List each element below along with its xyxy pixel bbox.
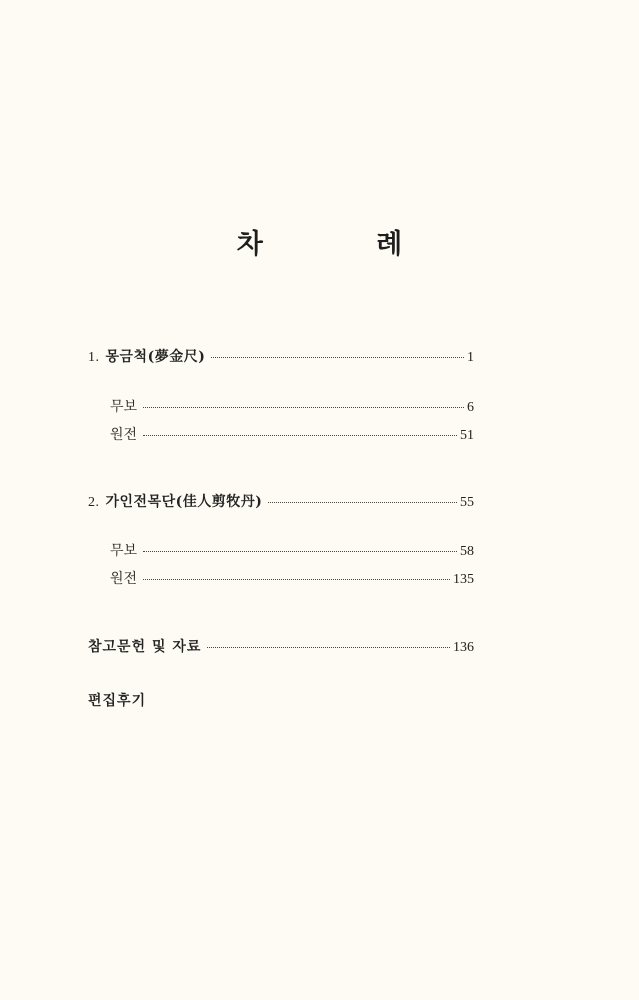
page-number: 58 (460, 544, 474, 559)
chapter-number: 1. (88, 350, 100, 365)
toc-entry-chapter-1-item-1 (110, 396, 474, 416)
toc-entry-label: 무보 (110, 399, 138, 415)
page-title: 차 례 (236, 229, 455, 260)
page-number: 51 (460, 428, 474, 443)
page-number: 6 (467, 400, 474, 415)
dot-leader (143, 407, 464, 408)
dot-leader (207, 647, 450, 648)
toc-entry-label (88, 491, 262, 511)
dot-leader (143, 435, 457, 436)
dot-leader (143, 551, 457, 552)
page-number: 136 (453, 640, 474, 655)
page-number: 135 (453, 572, 474, 587)
toc-entry-label: 원전 (110, 571, 138, 587)
toc-entry-chapter-2-item-1 (110, 540, 474, 560)
toc-entry-chapter-2 (88, 491, 474, 511)
page-number: 1 (467, 350, 474, 365)
dot-leader (143, 579, 450, 580)
chapter-number: 2. (88, 495, 100, 510)
toc-entry-label: 참고문헌 및 자료 (88, 639, 202, 655)
toc-entry-chapter-1-item-2 (110, 424, 474, 444)
chapter-title: 몽금척(夢金尺) (105, 349, 206, 365)
dot-leader (268, 502, 457, 503)
dot-leader (211, 357, 464, 358)
toc-entry-chapter-1 (88, 346, 474, 366)
toc-entry-label: 무보 (110, 543, 138, 559)
toc-entry-label (88, 346, 205, 366)
toc-entry-chapter-2-item-2 (110, 568, 474, 588)
page-number: 55 (460, 495, 474, 510)
toc-entry-references (88, 636, 474, 656)
toc-entry-afterword: 편집후기 (88, 693, 147, 709)
toc-entry-label: 원전 (110, 427, 138, 443)
chapter-title: 가인전목단(佳人剪牧丹) (105, 494, 263, 510)
